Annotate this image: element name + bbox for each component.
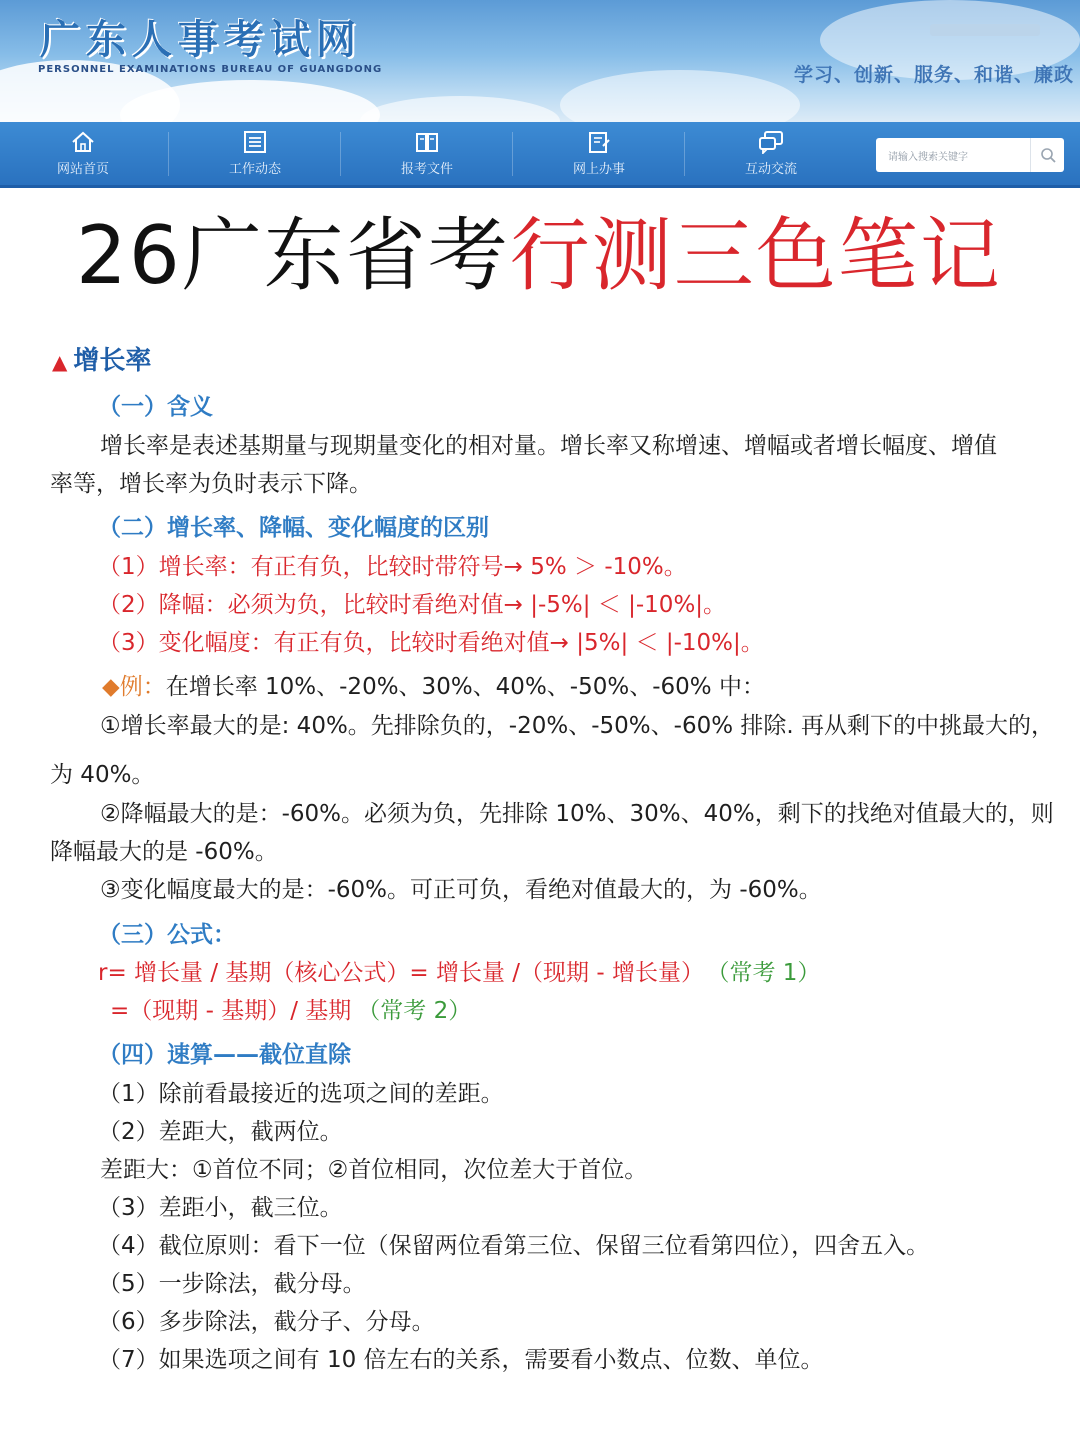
example-line xyxy=(102,672,765,702)
nav-label: 网上办事 xyxy=(572,162,625,177)
meaning-paragraph-line: 增长率是表述基期量与现期量变化的相对量。增长率又称增速、增幅或者增长幅度、增值 xyxy=(100,433,997,459)
site-banner xyxy=(0,0,1080,122)
nav-label: 工作动态 xyxy=(228,162,281,177)
speed-item: （6）多步除法，截分子、分母。 xyxy=(98,1309,435,1335)
nav-label: 报考文件 xyxy=(400,162,453,177)
triangle-icon: ▲ xyxy=(52,350,68,374)
blurred-header-text xyxy=(930,24,1040,36)
nav-item-online-service[interactable] xyxy=(524,122,674,185)
section-heading xyxy=(52,340,151,377)
subsection-difference-heading: （二）增长率、降幅、变化幅度的区别 xyxy=(98,515,489,541)
nav-label: 网站首页 xyxy=(56,162,109,177)
chat-icon xyxy=(758,130,784,154)
speed-item: （5）一步除法，截分母。 xyxy=(98,1271,366,1297)
site-logo-subtitle: PERSONNEL EXAMINATIONS BUREAU OF GUANGDONG xyxy=(38,64,383,75)
news-icon xyxy=(242,130,268,154)
example-label: ◆例： xyxy=(102,674,166,700)
speed-item: （1）除前看最接近的选项之间的差距。 xyxy=(98,1081,504,1107)
formula-line xyxy=(110,996,471,1026)
formula-text: r= 增长量 / 基期（核心公式）= 增长量 /（现期 - 增长量） xyxy=(98,960,704,986)
book-icon xyxy=(414,130,440,154)
site-logo[interactable]: 广东人事考试网 xyxy=(40,16,362,63)
main-nav xyxy=(0,122,1080,188)
formula-text: =（现期 - 基期）/ 基期 xyxy=(110,998,352,1024)
home-icon xyxy=(70,130,96,154)
search-icon xyxy=(1040,147,1056,163)
example-answer-line: ③变化幅度最大的是：-60%。可正可负，看绝对值最大的，为 -60%。 xyxy=(100,877,822,903)
search-button[interactable] xyxy=(1030,138,1064,172)
speed-item: （3）差距小，截三位。 xyxy=(98,1195,343,1221)
speed-item: （2）差距大，截两位。 xyxy=(98,1119,343,1145)
title-black-part: 26广东省考 xyxy=(76,209,510,302)
search-box[interactable] xyxy=(876,138,1064,172)
subsection-formula-heading: （三）公式： xyxy=(98,922,236,948)
difference-item: （1）增长率：有正有负，比较时带符号→ 5% ＞ -10%。 xyxy=(98,554,687,580)
nav-item-documents[interactable] xyxy=(352,122,502,185)
formula-note: （常考 2） xyxy=(357,998,472,1024)
example-answer-line: ②降幅最大的是：-60%。必须为负，先排除 10%、30%、40%，剩下的找绝对值最大的，则 xyxy=(100,801,1054,827)
formula-line xyxy=(98,958,820,988)
nav-label: 互动交流 xyxy=(744,162,797,177)
site-slogan: 学习、创新、服务、和谐、廉政 xyxy=(793,64,1074,86)
example-answer-line: ①增长率最大的是: 40%。先排除负的，-20%、-50%、-60% 排除. 再从剩下的中挑最大的， xyxy=(100,713,1054,739)
section-title: 增长率 xyxy=(73,346,152,376)
difference-item: （2）降幅：必须为负，比较时看绝对值→ |-5%| ＜ |-10%|。 xyxy=(98,592,727,618)
nav-item-news[interactable] xyxy=(180,122,330,185)
speed-item: （4）截位原则：看下一位（保留两位看第三位、保留三位看第四位），四舍五入。 xyxy=(98,1233,930,1259)
subsection-speed-heading: （四）速算——截位直除 xyxy=(98,1042,351,1068)
speed-item: （7）如果选项之间有 10 倍左右的关系，需要看小数点、位数、单位。 xyxy=(98,1347,824,1373)
subsection-meaning-heading: （一）含义 xyxy=(98,394,213,420)
example-answer-line: 为 40%。 xyxy=(50,762,155,788)
edit-doc-icon xyxy=(586,130,612,154)
nav-item-home[interactable] xyxy=(8,122,158,185)
speed-item: 差距大：①首位不同；②首位相同，次位差大于首位。 xyxy=(100,1157,648,1183)
example-text: 在增长率 10%、-20%、30%、40%、-50%、-60% 中： xyxy=(165,674,765,700)
page-title xyxy=(76,206,1002,306)
search-input[interactable]: 请输入搜索关键字 xyxy=(888,151,968,163)
example-answer-line: 降幅最大的是 -60%。 xyxy=(50,839,278,865)
title-red-part: 行测三色笔记 xyxy=(509,209,1002,302)
nav-item-interaction[interactable] xyxy=(696,122,846,185)
difference-item: （3）变化幅度：有正有负，比较时看绝对值→ |5%| ＜ |-10%|。 xyxy=(98,630,764,656)
formula-note: （常考 1） xyxy=(717,960,821,986)
meaning-paragraph-line: 率等，增长率为负时表示下降。 xyxy=(50,471,372,497)
